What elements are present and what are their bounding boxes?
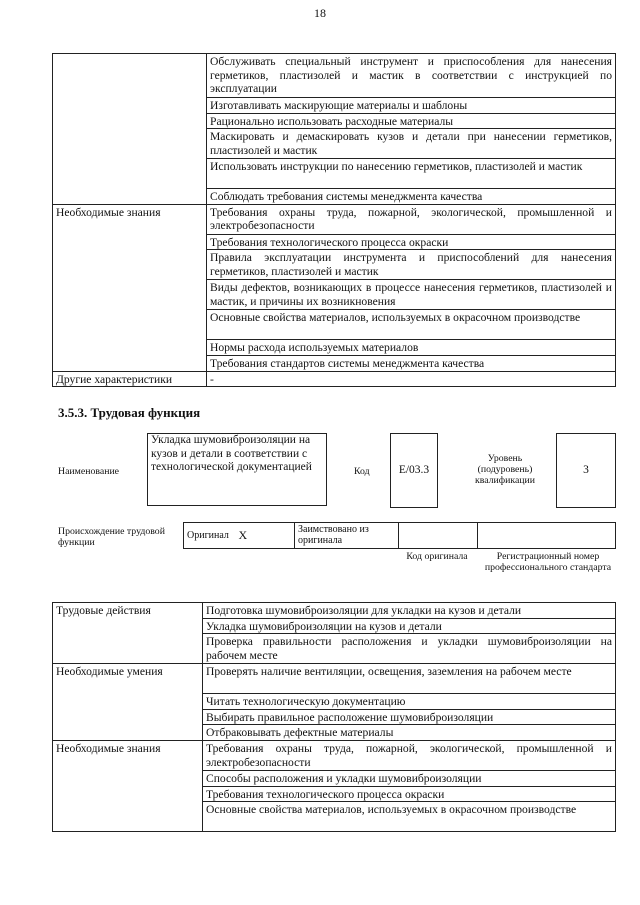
table-row bbox=[53, 740, 616, 770]
code-original-cell bbox=[399, 523, 478, 549]
code-value-box bbox=[390, 433, 438, 508]
row-text: Проверка правильности расположения и укладки шумовиброизоляции на рабочем месте bbox=[203, 634, 616, 664]
level-value: 3 bbox=[583, 464, 589, 476]
origin-label: Происхождение трудовой функции bbox=[58, 526, 165, 548]
row-text: Основные свойства материалов, используемых в окрасочном производстве bbox=[203, 802, 616, 832]
row-label-knowledge: Необходимые знания bbox=[53, 204, 207, 371]
row-label-knowledge: Необходимые знания bbox=[53, 740, 203, 831]
name-value: Укладка шумовиброизоляции на кузов и детали в соответствии с технологической документацией bbox=[151, 434, 312, 474]
labor-function-table bbox=[52, 602, 616, 832]
row-text: Требования охраны труда, пожарной, экологической, промышленной и электробезопасности bbox=[203, 740, 616, 770]
row-text: - bbox=[207, 371, 616, 387]
original-mark: X bbox=[236, 523, 295, 549]
row-label-actions: Трудовые действия bbox=[53, 603, 203, 664]
reg-number-caption: Регистрационный номер профессионального стандарта bbox=[484, 551, 612, 573]
row-text: Основные свойства материалов, используемых в окрасочном производстве bbox=[207, 310, 616, 340]
row-text: Выбирать правильное расположение шумовиброизоляции bbox=[203, 709, 616, 725]
row-text: Нормы расхода используемых материалов bbox=[207, 340, 616, 356]
code-value: E/03.3 bbox=[398, 464, 430, 476]
row-label-other: Другие характеристики bbox=[53, 371, 207, 387]
table-row bbox=[53, 603, 616, 619]
row-text: Читать технологическую документацию bbox=[203, 694, 616, 710]
row-text: Правила эксплуатации инструмента и приспособлений для нанесения герметиков, пластизолей и мастик bbox=[207, 250, 616, 280]
table-row bbox=[53, 371, 616, 387]
row-text: Обслуживать специальный инструмент и приспособления для нанесения герметиков, пластизолей и мастик в соответствии с инструкцией по эксплуатации bbox=[207, 54, 616, 98]
table-row bbox=[53, 664, 616, 694]
row-text: Отбраковывать дефектные материалы bbox=[203, 725, 616, 741]
row-text: Укладка шумовиброизоляции на кузов и детали bbox=[203, 618, 616, 634]
row-text: Рационально использовать расходные материалы bbox=[207, 113, 616, 129]
origin-table bbox=[183, 522, 616, 549]
page-number: 18 bbox=[314, 6, 326, 20]
name-value-box bbox=[147, 433, 327, 506]
table-row bbox=[53, 204, 616, 234]
row-text: Требования технологического процесса окраски bbox=[207, 234, 616, 250]
row-text: Требования технологического процесса окраски bbox=[203, 786, 616, 802]
row-text: Требования охраны труда, пожарной, экологической, промышленной и электробезопасности bbox=[207, 204, 616, 234]
row-text: Подготовка шумовиброизоляции для укладки на кузов и детали bbox=[203, 603, 616, 619]
row-text: Требования стандартов системы менеджмента качества bbox=[207, 355, 616, 371]
row-text: Использовать инструкции по нанесению герметиков, пластизолей и мастик bbox=[207, 159, 616, 189]
row-text: Способы расположения и укладки шумовиброизоляции bbox=[203, 770, 616, 786]
row-text: Изготавливать маскирующие материалы и шаблоны bbox=[207, 98, 616, 114]
row-text: Маскировать и демаскировать кузов и детали при нанесении герметиков, пластизолей и мастик bbox=[207, 129, 616, 159]
borrowed-label: Заимствовано из оригинала bbox=[295, 523, 399, 549]
row-text: Соблюдать требования системы менеджмента качества bbox=[207, 189, 616, 205]
table-row bbox=[53, 54, 616, 98]
reg-number-cell bbox=[478, 523, 616, 549]
row-text: Проверять наличие вентиляции, освещения, заземления на рабочем месте bbox=[203, 664, 616, 694]
name-label: Наименование bbox=[58, 466, 120, 477]
original-label: Оригинал bbox=[184, 523, 236, 549]
level-label: Уровень (подуровень) квалификации bbox=[474, 453, 536, 486]
row-label-skills: Необходимые умения bbox=[53, 664, 203, 741]
table-row bbox=[184, 523, 616, 549]
section-title: 3.5.3. Трудовая функция bbox=[58, 405, 201, 420]
code-original-caption: Код оригинала bbox=[406, 551, 468, 562]
row-text: Виды дефектов, возникающих в процессе нанесения герметиков, пластизолей и мастик, и причины их возникновения bbox=[207, 280, 616, 310]
level-value-box bbox=[556, 433, 616, 508]
requirements-table-continued bbox=[52, 53, 616, 387]
row-label-empty bbox=[53, 54, 207, 205]
code-label: Код bbox=[354, 466, 370, 477]
